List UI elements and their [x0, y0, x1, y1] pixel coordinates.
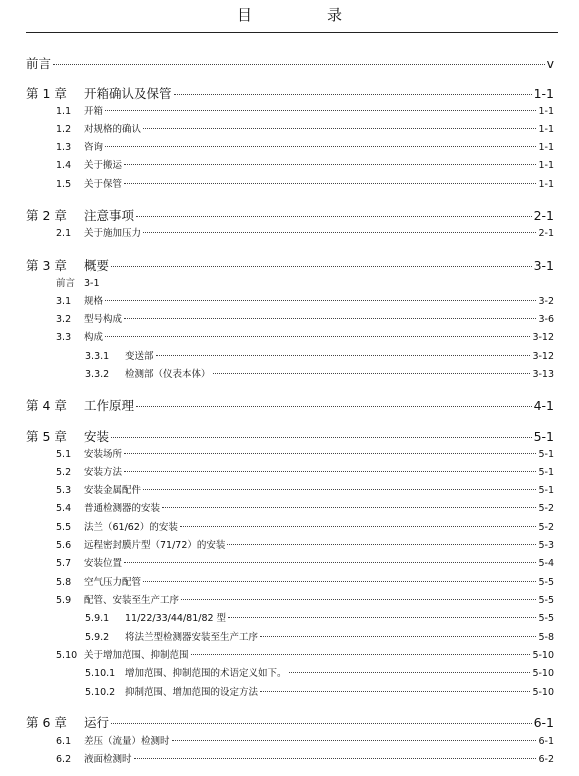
- toc-label: 关于施加压力: [84, 228, 142, 239]
- toc-entry-preface[interactable]: [26, 54, 554, 72]
- chapter-number: 第 6 章: [26, 715, 67, 730]
- toc-label: 咨询: [84, 142, 104, 153]
- toc-section-5-1[interactable]: [56, 446, 554, 460]
- toc-preface-3[interactable]: [56, 275, 100, 289]
- toc-label: 开箱确认及保管: [84, 86, 172, 101]
- dot-leader: [105, 300, 536, 301]
- toc-page-ref: v: [546, 56, 554, 71]
- toc-page-ref: 5-5: [538, 613, 554, 624]
- toc-section-5-7[interactable]: [56, 555, 554, 569]
- dot-leader: [136, 216, 532, 217]
- dot-leader: [260, 691, 530, 692]
- toc-page-ref: 5-2: [538, 522, 554, 533]
- section-number: 5.1: [56, 449, 72, 460]
- toc-page-ref: 6-1: [533, 715, 554, 730]
- toc-page-ref: 1-1: [538, 179, 554, 190]
- dot-leader: [136, 406, 532, 407]
- dot-leader: [174, 94, 532, 95]
- toc-label: 对规格的确认: [84, 124, 142, 135]
- toc-page-ref: 1-1: [538, 106, 554, 117]
- toc-label: 抑制范围、增加范围的设定方法: [125, 687, 259, 698]
- toc-label: 概要: [84, 258, 110, 273]
- section-number: 5.3: [56, 485, 72, 496]
- toc-label: 将法兰型检测器安装至生产工序: [125, 632, 259, 643]
- section-number: 3.3: [56, 332, 72, 343]
- toc-page-ref: 5-5: [538, 595, 554, 606]
- dot-leader: [181, 599, 536, 600]
- dot-leader: [111, 266, 532, 267]
- dot-leader: [124, 164, 536, 165]
- toc-section-3-1[interactable]: [56, 293, 554, 307]
- dot-leader: [124, 183, 536, 184]
- toc-subsection-5-9-1[interactable]: [85, 610, 554, 624]
- section-number: 1.4: [56, 160, 72, 171]
- toc-page-ref: 5-3: [538, 540, 554, 551]
- toc-label: 增加范围、抑制范围的术语定义如下。: [125, 668, 287, 679]
- subsection-number: 3.3.1: [85, 351, 110, 362]
- dot-leader: [143, 581, 536, 582]
- toc-page-ref: 5-1: [538, 449, 554, 460]
- toc-label: 运行: [84, 715, 110, 730]
- toc-label: 关于增加范围、抑制范围: [84, 650, 189, 661]
- toc-section-3-3[interactable]: [56, 329, 554, 343]
- dot-leader: [213, 373, 531, 374]
- chapter-number: 第 3 章: [26, 258, 67, 273]
- dot-leader: [156, 355, 531, 356]
- subsection-number: 5.10.1: [85, 668, 116, 679]
- toc-label: 远程密封膜片型（71/72）的安装: [84, 540, 226, 551]
- toc-page-ref: 2-1: [538, 228, 554, 239]
- dot-leader: [124, 453, 536, 454]
- section-number: 2.1: [56, 228, 72, 239]
- section-number: 5.8: [56, 577, 72, 588]
- toc-label: 安装位置: [84, 558, 123, 569]
- dot-leader: [227, 544, 536, 545]
- toc-section-1-5[interactable]: [56, 176, 554, 190]
- toc-chapter-1[interactable]: [26, 84, 554, 102]
- toc-page-ref: 3-13: [532, 369, 554, 380]
- toc-page-ref: 5-8: [538, 632, 554, 643]
- toc-section-5-9[interactable]: [56, 592, 554, 606]
- toc-section-5-6[interactable]: [56, 537, 554, 551]
- toc-chapter-5[interactable]: [26, 427, 554, 445]
- toc-page-ref: 5-4: [538, 558, 554, 569]
- toc-label: 变送部: [125, 351, 154, 362]
- toc-page-ref: 6-1: [538, 736, 554, 747]
- toc-label: 液面检测时: [84, 754, 132, 765]
- dot-leader: [134, 758, 537, 759]
- toc-section-2-1[interactable]: [56, 225, 554, 239]
- chapter-number: 第 2 章: [26, 208, 67, 223]
- toc-label: 型号构成: [84, 314, 123, 325]
- toc-label: 开箱: [84, 106, 104, 117]
- toc-label: 差压（流量）检测时: [84, 736, 170, 747]
- toc-label: 法兰（61/62）的安装: [84, 522, 178, 533]
- subsection-number: 5.9.2: [85, 632, 110, 643]
- section-number: 1.3: [56, 142, 72, 153]
- section-number: 5.2: [56, 467, 72, 478]
- toc-section-5-10[interactable]: [56, 647, 554, 661]
- chapter-number: 第 4 章: [26, 398, 67, 413]
- toc-section-5-5[interactable]: [56, 519, 554, 533]
- section-number: 6.1: [56, 736, 72, 747]
- toc-section-6-1[interactable]: [56, 733, 554, 747]
- toc-label: 注意事项: [84, 208, 135, 223]
- subsection-number: 5.9.1: [85, 613, 110, 624]
- toc-page-ref: 2-1: [533, 208, 554, 223]
- section-number: 5.6: [56, 540, 72, 551]
- toc-page-ref: 6-2: [538, 754, 554, 765]
- section-number: 6.2: [56, 754, 72, 765]
- subsection-number: 3.3.2: [85, 369, 110, 380]
- toc-subsection-5-9-2[interactable]: [85, 629, 554, 643]
- toc-label: 3-1: [84, 278, 100, 289]
- section-number: 3.1: [56, 296, 72, 307]
- dot-leader: [260, 636, 536, 637]
- dot-leader: [228, 617, 536, 618]
- dot-leader: [143, 232, 536, 233]
- toc-section-1-2[interactable]: [56, 121, 554, 135]
- toc-section-5-8[interactable]: [56, 574, 554, 588]
- toc-page-ref: 3-12: [532, 332, 554, 343]
- toc-page-ref: 1-1: [538, 142, 554, 153]
- toc-label: 前言: [26, 56, 52, 71]
- dot-leader: [124, 471, 536, 472]
- toc-page-ref: 3-2: [538, 296, 554, 307]
- chapter-number: 第 1 章: [26, 86, 67, 101]
- dot-leader: [111, 723, 532, 724]
- toc-label: 配管、安装至生产工序: [84, 595, 180, 606]
- toc-label: 安装金属配件: [84, 485, 142, 496]
- toc-page-ref: 5-5: [538, 577, 554, 588]
- toc-section-1-1[interactable]: [56, 103, 554, 117]
- section-number: 5.10: [56, 650, 78, 661]
- dot-leader: [105, 336, 530, 337]
- toc-chapter-6[interactable]: [26, 713, 554, 731]
- section-number: 3.2: [56, 314, 72, 325]
- toc-page-ref: 3-6: [538, 314, 554, 325]
- toc-page-ref: 5-10: [532, 650, 554, 661]
- toc-section-1-4[interactable]: [56, 157, 554, 171]
- section-number: 1.1: [56, 106, 72, 117]
- subsection-number: 5.10.2: [85, 687, 116, 698]
- toc-label: 构成: [84, 332, 104, 343]
- toc-page-ref: 3-1: [533, 258, 554, 273]
- title-divider: [26, 32, 558, 33]
- section-number: 前言: [56, 278, 76, 289]
- toc-chapter-3[interactable]: [26, 256, 554, 274]
- toc-subsection-3-3-2[interactable]: [85, 366, 554, 380]
- toc-page-ref: 5-1: [538, 467, 554, 478]
- toc-section-1-3[interactable]: [56, 139, 554, 153]
- toc-label: 检测部（仪表本体）: [125, 369, 211, 380]
- toc-page-ref: 5-10: [532, 687, 554, 698]
- toc-label: 关于搬运: [84, 160, 123, 171]
- chapter-number: 第 5 章: [26, 429, 67, 444]
- dot-leader: [124, 562, 536, 563]
- toc-section-5-3[interactable]: [56, 482, 554, 496]
- section-number: 1.5: [56, 179, 72, 190]
- toc-page-ref: 1-1: [538, 160, 554, 171]
- dot-leader: [180, 526, 537, 527]
- toc-label: 普通检测器的安装: [84, 503, 161, 514]
- toc-chapter-2[interactable]: [26, 206, 554, 224]
- toc-label: 规格: [84, 296, 104, 307]
- section-number: 1.2: [56, 124, 72, 135]
- dot-leader: [143, 128, 536, 129]
- dot-leader: [143, 489, 536, 490]
- toc-chapter-4[interactable]: [26, 396, 554, 414]
- toc-label: 11/22/33/44/81/82 型: [125, 613, 227, 624]
- page-title: 目 录: [236, 6, 372, 24]
- toc-page-ref: 5-10: [532, 668, 554, 679]
- dot-leader: [53, 64, 545, 65]
- section-number: 5.7: [56, 558, 72, 569]
- toc-subsection-3-3-1[interactable]: [85, 348, 554, 362]
- toc-page-ref: 1-1: [538, 124, 554, 135]
- toc-page-ref: 4-1: [533, 398, 554, 413]
- toc-section-6-2[interactable]: [56, 751, 554, 765]
- toc-label: 工作原理: [84, 398, 135, 413]
- toc-label: 安装: [84, 429, 110, 444]
- toc-label: 安装方法: [84, 467, 123, 478]
- toc-subsection-5-10-2[interactable]: [85, 684, 554, 698]
- dot-leader: [162, 507, 536, 508]
- toc-label: 关于保管: [84, 179, 123, 190]
- dot-leader: [124, 318, 536, 319]
- dot-leader: [105, 146, 536, 147]
- toc-section-3-2[interactable]: [56, 311, 554, 325]
- toc-page-ref: 3-12: [532, 351, 554, 362]
- toc-section-5-4[interactable]: [56, 500, 554, 514]
- dot-leader: [172, 740, 537, 741]
- dot-leader: [191, 654, 531, 655]
- toc-page-ref: 5-1: [538, 485, 554, 496]
- toc-subsection-5-10-1[interactable]: [85, 665, 554, 679]
- toc-page-ref: 5-2: [538, 503, 554, 514]
- toc-label: 空气压力配管: [84, 577, 142, 588]
- section-number: 5.4: [56, 503, 72, 514]
- section-number: 5.5: [56, 522, 72, 533]
- dot-leader: [105, 110, 536, 111]
- toc-section-5-2[interactable]: [56, 464, 554, 478]
- section-number: 5.9: [56, 595, 72, 606]
- toc-page-ref: 5-1: [533, 429, 554, 444]
- toc-page-ref: 1-1: [533, 86, 554, 101]
- dot-leader: [111, 437, 532, 438]
- dot-leader: [289, 672, 531, 673]
- toc-label: 安装场所: [84, 449, 123, 460]
